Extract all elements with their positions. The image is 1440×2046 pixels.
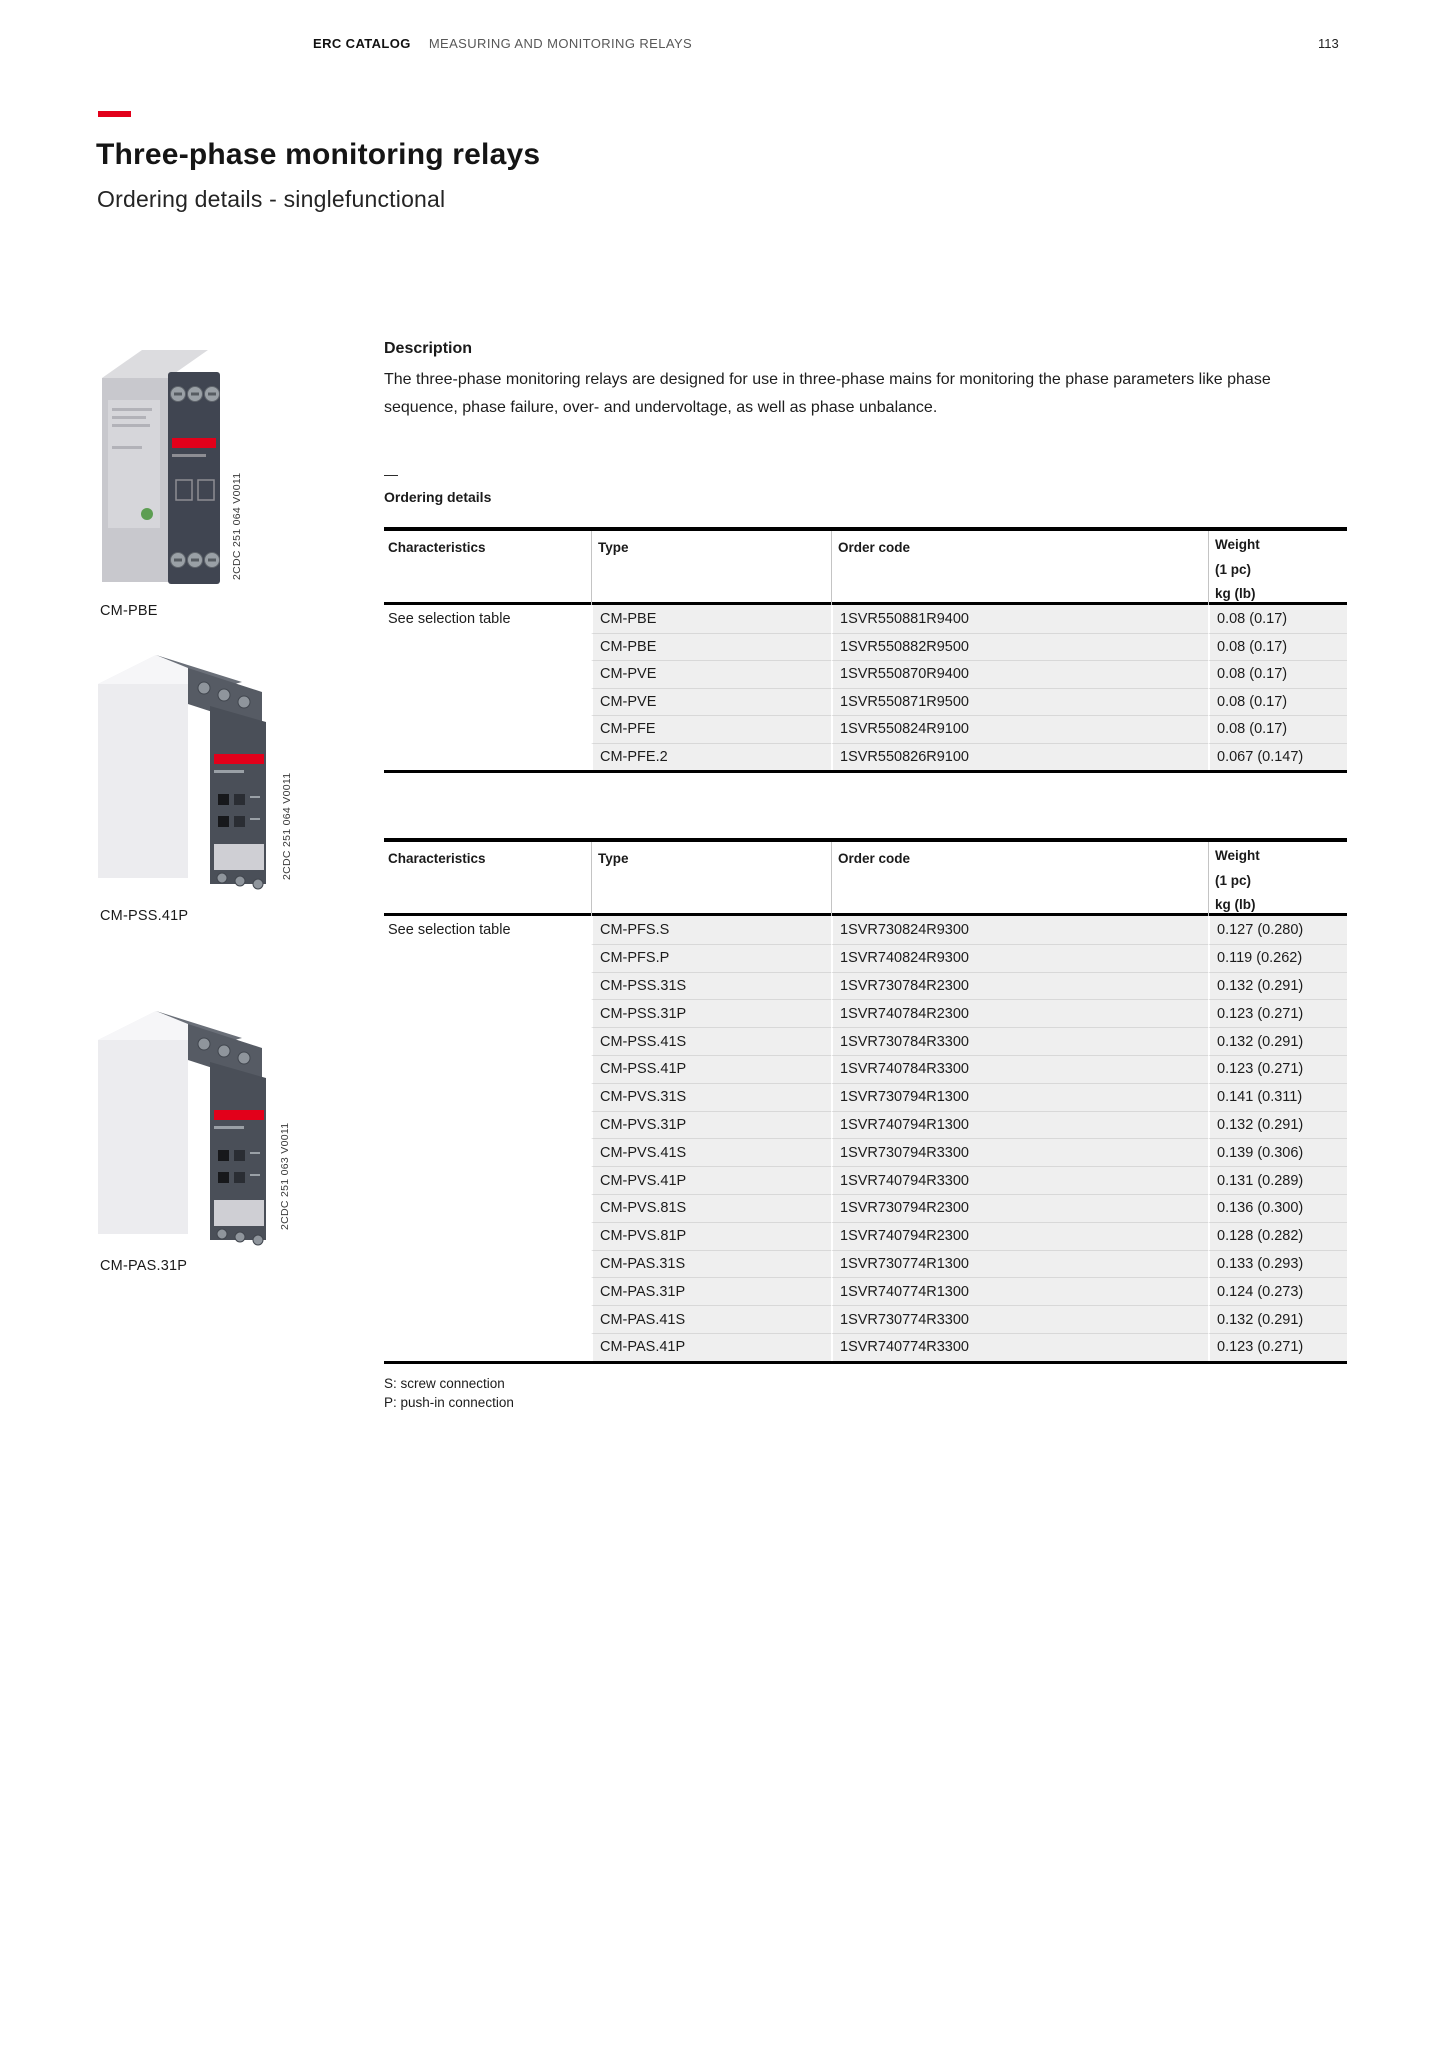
table-row xyxy=(384,660,1347,688)
characteristics-cell xyxy=(384,1277,591,1305)
type-cell: CM-PBE xyxy=(591,605,831,633)
table-row xyxy=(384,916,1347,944)
weight-cell: 0.08 (0.17) xyxy=(1208,688,1347,716)
characteristics-cell xyxy=(384,1250,591,1278)
column-header-type: Type xyxy=(591,842,831,918)
type-cell: CM-PVS.81P xyxy=(591,1222,831,1250)
weight-cell: 0.067 (0.147) xyxy=(1208,743,1347,771)
table-row xyxy=(384,743,1347,771)
weight-cell: 0.08 (0.17) xyxy=(1208,715,1347,743)
table-row xyxy=(384,1222,1347,1250)
relay-photo-cm-pss41p xyxy=(92,648,270,891)
type-cell: CM-PVS.81S xyxy=(591,1194,831,1222)
characteristics-cell xyxy=(384,633,591,661)
weight-header-line: (1 pc) xyxy=(1215,561,1252,577)
weight-cell: 0.119 (0.262) xyxy=(1208,944,1347,972)
characteristics-cell: See selection table xyxy=(384,605,591,633)
table-row xyxy=(384,1111,1347,1139)
column-header-characteristics: Characteristics xyxy=(388,851,486,866)
characteristics-cell xyxy=(384,1083,591,1111)
abb-logo-band xyxy=(172,438,216,448)
page-subtitle: Ordering details - singlefunctional xyxy=(97,186,446,212)
weight-cell: 0.136 (0.300) xyxy=(1208,1194,1347,1222)
photo-code-3: 2CDC 251 063 V0011 xyxy=(279,1122,291,1230)
characteristics-cell xyxy=(384,944,591,972)
column-header-characteristics: Characteristics xyxy=(388,540,486,555)
characteristics-cell: See selection table xyxy=(384,916,591,944)
table-header-row xyxy=(384,531,1347,605)
description-text: The three-phase monitoring relays are designed for use in three-phase mains for monitoring the phase parameters like phase sequence, phase failure, over- and undervoltage, as well as phase unbalance. xyxy=(384,371,1271,416)
table-row xyxy=(384,1138,1347,1166)
photo-code-2: 2CDC 251 064 V0011 xyxy=(281,772,293,880)
product-caption-cm-pas31p: CM-PAS.31P xyxy=(100,1258,188,1274)
order-code-cell: 1SVR740794R2300 xyxy=(831,1222,1208,1250)
characteristics-cell xyxy=(384,1111,591,1139)
order-code-cell: 1SVR740794R3300 xyxy=(831,1166,1208,1194)
page-title: Three-phase monitoring relays xyxy=(96,138,541,171)
weight-cell: 0.124 (0.273) xyxy=(1208,1277,1347,1305)
order-code-cell: 1SVR740824R9300 xyxy=(831,944,1208,972)
table-header-row xyxy=(384,842,1347,916)
photo-code-1: 2CDC 251 064 V0011 xyxy=(231,472,243,580)
order-code-cell: 1SVR740784R2300 xyxy=(831,999,1208,1027)
footnote-screw: S: screw connection xyxy=(384,1376,505,1391)
table-row xyxy=(384,999,1347,1027)
weight-header-line: kg (lb) xyxy=(1215,586,1256,601)
table-row xyxy=(384,715,1347,743)
weight-cell: 0.132 (0.291) xyxy=(1208,1027,1347,1055)
order-code-cell: 1SVR550824R9100 xyxy=(831,715,1208,743)
order-code-cell: 1SVR550826R9100 xyxy=(831,743,1208,771)
relay-photo-cm-pas31p xyxy=(92,1004,270,1247)
weight-cell: 0.128 (0.282) xyxy=(1208,1222,1347,1250)
table-row xyxy=(384,1027,1347,1055)
type-cell: CM-PVE xyxy=(591,688,831,716)
weight-cell: 0.08 (0.17) xyxy=(1208,660,1347,688)
ordering-details-label: Ordering details xyxy=(384,489,492,505)
type-cell: CM-PSS.41P xyxy=(591,1055,831,1083)
type-cell: CM-PVS.31S xyxy=(591,1083,831,1111)
type-cell: CM-PSS.31P xyxy=(591,999,831,1027)
table-row xyxy=(384,1250,1347,1278)
catalog-label: ERC CATALOG xyxy=(313,36,411,51)
accent-dash xyxy=(98,111,131,117)
table-row xyxy=(384,1083,1347,1111)
type-cell: CM-PVS.41S xyxy=(591,1138,831,1166)
section-label: MEASURING AND MONITORING RELAYS xyxy=(428,36,693,51)
section-dash: — xyxy=(384,466,398,482)
table-row xyxy=(384,972,1347,1000)
abb-logo-band xyxy=(214,754,264,764)
order-code-cell: 1SVR730784R2300 xyxy=(831,972,1208,1000)
characteristics-cell xyxy=(384,660,591,688)
footnotes xyxy=(384,1374,514,1412)
description-heading: Description xyxy=(384,340,473,357)
characteristics-cell xyxy=(384,972,591,1000)
relay-photo-cm-pbe xyxy=(92,342,232,592)
order-code-cell: 1SVR730774R3300 xyxy=(831,1305,1208,1333)
weight-cell: 0.132 (0.291) xyxy=(1208,1111,1347,1139)
characteristics-cell xyxy=(384,688,591,716)
order-code-cell: 1SVR550881R9400 xyxy=(831,605,1208,633)
order-code-cell: 1SVR550870R9400 xyxy=(831,660,1208,688)
type-cell: CM-PVE xyxy=(591,660,831,688)
order-code-cell: 1SVR740774R3300 xyxy=(831,1333,1208,1361)
order-code-cell: 1SVR730794R3300 xyxy=(831,1138,1208,1166)
table-row xyxy=(384,944,1347,972)
weight-cell: 0.132 (0.291) xyxy=(1208,1305,1347,1333)
order-code-cell: 1SVR730794R2300 xyxy=(831,1194,1208,1222)
type-cell: CM-PSS.31S xyxy=(591,972,831,1000)
type-cell: CM-PFS.S xyxy=(591,916,831,944)
characteristics-cell xyxy=(384,999,591,1027)
order-code-cell: 1SVR730784R3300 xyxy=(831,1027,1208,1055)
column-header-type: Type xyxy=(591,531,831,607)
table-row xyxy=(384,605,1347,633)
green-indicator xyxy=(141,508,153,520)
table-row xyxy=(384,1194,1347,1222)
weight-cell: 0.139 (0.306) xyxy=(1208,1138,1347,1166)
table-row xyxy=(384,1277,1347,1305)
characteristics-cell xyxy=(384,1166,591,1194)
abb-logo-band xyxy=(214,1110,264,1120)
table-row xyxy=(384,1055,1347,1083)
table-body xyxy=(384,605,1347,773)
type-cell: CM-PAS.31P xyxy=(591,1277,831,1305)
weight-cell: 0.123 (0.271) xyxy=(1208,1333,1347,1361)
product-caption-cm-pbe: CM-PBE xyxy=(100,603,158,619)
characteristics-cell xyxy=(384,1138,591,1166)
weight-header-line: Weight xyxy=(1215,848,1260,863)
characteristics-cell xyxy=(384,743,591,771)
page-number: 113 xyxy=(1318,36,1339,51)
table-row xyxy=(384,688,1347,716)
weight-cell: 0.132 (0.291) xyxy=(1208,972,1347,1000)
order-code-cell: 1SVR550882R9500 xyxy=(831,633,1208,661)
characteristics-cell xyxy=(384,1027,591,1055)
type-cell: CM-PFE xyxy=(591,715,831,743)
ordering-table-singlefunctional-2 xyxy=(384,838,1347,1364)
type-cell: CM-PAS.41S xyxy=(591,1305,831,1333)
weight-cell: 0.133 (0.293) xyxy=(1208,1250,1347,1278)
characteristics-cell xyxy=(384,1055,591,1083)
column-header-order-code: Order code xyxy=(831,531,1208,607)
type-cell: CM-PVS.31P xyxy=(591,1111,831,1139)
order-code-cell: 1SVR740784R3300 xyxy=(831,1055,1208,1083)
weight-cell: 0.131 (0.289) xyxy=(1208,1166,1347,1194)
type-cell: CM-PBE xyxy=(591,633,831,661)
table-row xyxy=(384,633,1347,661)
column-header-order-code: Order code xyxy=(831,842,1208,918)
table-body xyxy=(384,916,1347,1364)
characteristics-cell xyxy=(384,715,591,743)
characteristics-cell xyxy=(384,1222,591,1250)
column-header-weight xyxy=(1208,531,1347,607)
weight-cell: 0.08 (0.17) xyxy=(1208,605,1347,633)
weight-cell: 0.141 (0.311) xyxy=(1208,1083,1347,1111)
type-cell: CM-PFE.2 xyxy=(591,743,831,771)
order-code-cell: 1SVR730824R9300 xyxy=(831,916,1208,944)
weight-header-line: Weight xyxy=(1215,537,1260,552)
order-code-cell: 1SVR740774R1300 xyxy=(831,1277,1208,1305)
type-cell: CM-PAS.41P xyxy=(591,1333,831,1361)
characteristics-cell xyxy=(384,1194,591,1222)
running-header xyxy=(313,36,692,51)
weight-cell: 0.123 (0.271) xyxy=(1208,999,1347,1027)
table-row xyxy=(384,1166,1347,1194)
type-cell: CM-PVS.41P xyxy=(591,1166,831,1194)
order-code-cell: 1SVR730774R1300 xyxy=(831,1250,1208,1278)
table-row xyxy=(384,1305,1347,1333)
characteristics-cell xyxy=(384,1333,591,1361)
weight-cell: 0.08 (0.17) xyxy=(1208,633,1347,661)
type-cell: CM-PAS.31S xyxy=(591,1250,831,1278)
characteristics-cell xyxy=(384,1305,591,1333)
product-caption-cm-pss41p: CM-PSS.41P xyxy=(100,908,189,924)
weight-header-line: (1 pc) xyxy=(1215,872,1252,888)
ordering-table-singlefunctional-1 xyxy=(384,527,1347,773)
order-code-cell: 1SVR550871R9500 xyxy=(831,688,1208,716)
weight-header-line: kg (lb) xyxy=(1215,897,1256,912)
table-row xyxy=(384,1333,1347,1361)
column-header-weight xyxy=(1208,842,1347,918)
weight-cell: 0.123 (0.271) xyxy=(1208,1055,1347,1083)
type-cell: CM-PFS.P xyxy=(591,944,831,972)
order-code-cell: 1SVR740794R1300 xyxy=(831,1111,1208,1139)
order-code-cell: 1SVR730794R1300 xyxy=(831,1083,1208,1111)
weight-cell: 0.127 (0.280) xyxy=(1208,916,1347,944)
type-cell: CM-PSS.41S xyxy=(591,1027,831,1055)
footnote-push-in: P: push-in connection xyxy=(384,1395,514,1410)
